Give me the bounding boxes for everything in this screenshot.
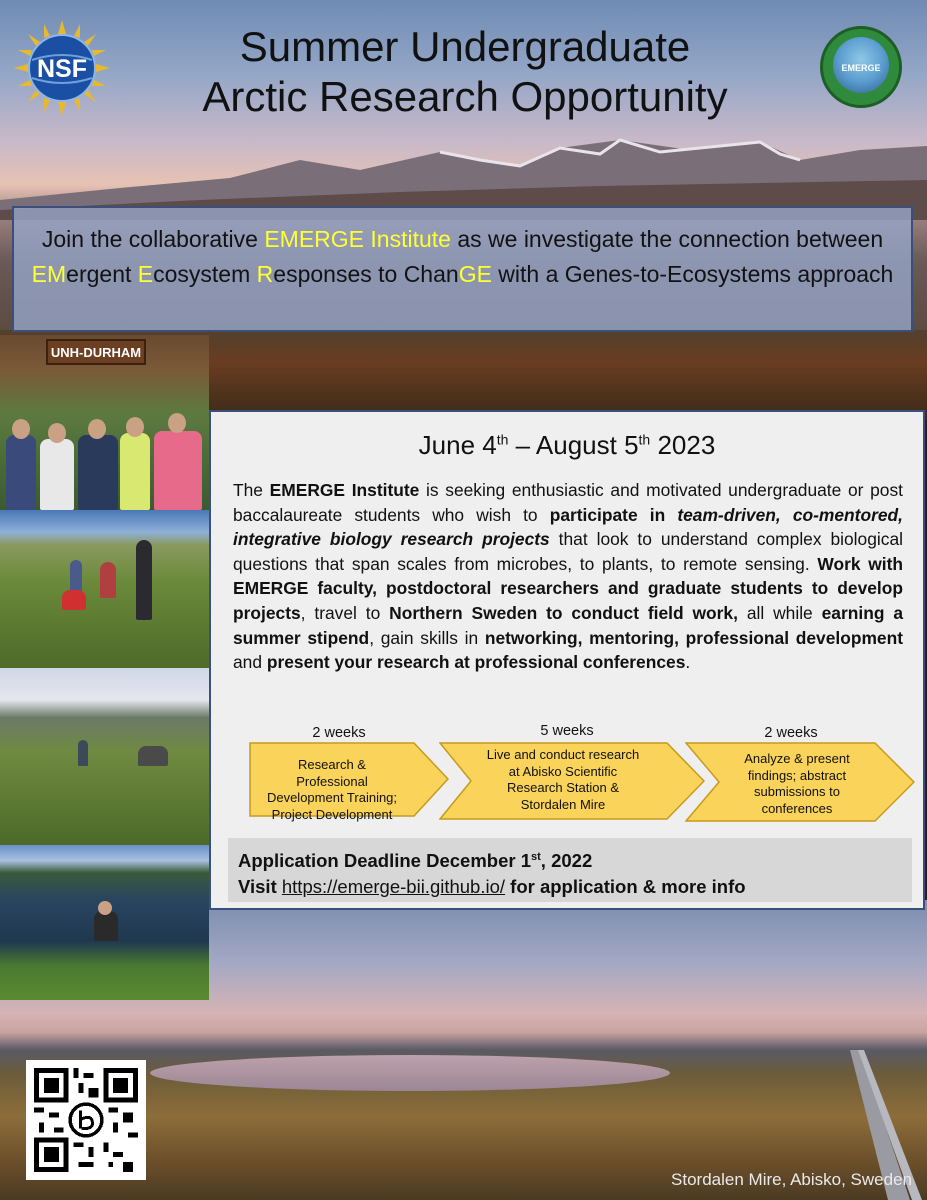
emerge-logo [820,26,902,108]
person-figure [136,540,152,620]
lake-image [150,1055,670,1091]
timeline-step-2-text: Live and conduct research at Abisko Scientific Research Station & Stordalen Mire [486,747,640,812]
body-bold: earning a summer stipend [233,602,903,648]
intro-text: Join the collaborative [41,226,265,252]
photo-caption: Stordalen Mire, Abisko, Sweden [671,1170,912,1189]
person-head [48,423,66,443]
body-bold: Work with EMERGE faculty, postdoctoral researchers and graduate students to develop projects [233,553,903,623]
intro-highlight: R [256,261,274,287]
title-line-2: Arctic Research Opportunity [202,73,728,120]
intro-text: as we investigate the connection between [450,226,884,252]
person-figure [40,439,74,510]
intro-text: esponses to Chan [273,261,459,287]
website-link[interactable]: https://emerge-bii.github.io/ [281,876,506,898]
timeline-step-1-text: Research & Professional Development Training; Project Development [266,757,398,822]
qr-code-icon [34,1068,138,1172]
body-span: that look to understand complex biological questions that span scales from microbes, to plants, to remote sensing. [233,529,903,574]
person-figure [78,435,118,510]
field-work-photo [0,510,209,668]
body-bold: Northern Sweden to conduct field work, [389,602,738,623]
body-bold: networking, mentoring, professional development [484,627,903,648]
title-line-1: Summer Undergraduate [239,23,691,70]
dates-year: 2023 [650,430,716,460]
body-span: and [233,652,267,673]
deadline-sup: st [531,851,541,863]
body-span: , travel to [300,602,390,623]
body-span: is seeking enthusiastic and motivated undergraduate or post baccalaureate students who wish to [233,480,903,525]
person-figure [62,590,86,610]
person-head [168,413,186,433]
deadline-line [238,844,902,874]
nsf-logo [14,20,110,116]
person-figure [94,911,118,941]
visit-text: Visit [238,876,282,898]
timeline-duration: 5 weeks [540,723,594,739]
intro-highlight: E [137,261,154,287]
team-photo [0,335,209,510]
person-head [126,417,144,437]
person-figure [154,431,202,510]
body-span: . [685,652,691,673]
intro-text: cosystem [153,261,257,287]
person-figure [6,435,36,510]
nsf-logo-text: NSF [37,55,87,83]
dates-start-sup: th [496,431,509,448]
body-bold: present your research at professional conferences [266,652,686,673]
page-title [120,22,810,122]
unh-durham-sign [46,339,146,365]
application-deadline-box [228,838,912,902]
intro-text: ergent [66,261,138,287]
dates-sep: – August 5 [508,430,639,460]
intro-highlight: EMERGE Institute [264,226,451,252]
qr-code[interactable] [26,1060,146,1180]
info-panel [209,410,925,910]
body-span: all while [737,602,822,623]
body-bold: participate in [549,504,678,525]
body-span: The [233,480,270,500]
dates-start: June 4 [418,430,497,460]
program-dates [211,430,923,461]
intro-highlight: GE [458,261,492,287]
person-head [88,419,106,439]
intro-text: with a Genes-to-Ecosystems approach [491,261,894,287]
intro-highlight: EM [31,261,67,287]
person-head [12,419,30,439]
timeline-step-3-text: Analyze & present findings; abstract submissions to conferences [744,751,850,816]
timeline-duration: 2 weeks [312,725,366,741]
deadline-text: Application Deadline December 1 [238,850,532,872]
sign-text: UNH-DURHAM [50,345,142,360]
person-figure [78,740,88,766]
visit-line [238,874,902,900]
body-bold: EMERGE Institute [269,480,420,500]
body-span: , gain skills in [369,627,485,648]
lake-sampling-photo [0,845,209,1000]
visit-end-text: for application & more info [505,876,746,898]
body-bold-italic: team-driven, co-mentored, integrative biology research projects [233,504,903,550]
description-text [233,478,903,675]
person-figure [138,746,168,766]
timeline-duration: 2 weeks [764,725,818,741]
person-head [98,901,112,915]
tundra-photo [0,668,209,845]
deadline-year: , 2022 [540,850,593,872]
person-figure [100,562,116,598]
emerge-logo-text: EMERGE [841,63,881,73]
person-figure [120,433,150,510]
dates-end-sup: th [638,431,651,448]
intro-banner [12,206,913,332]
